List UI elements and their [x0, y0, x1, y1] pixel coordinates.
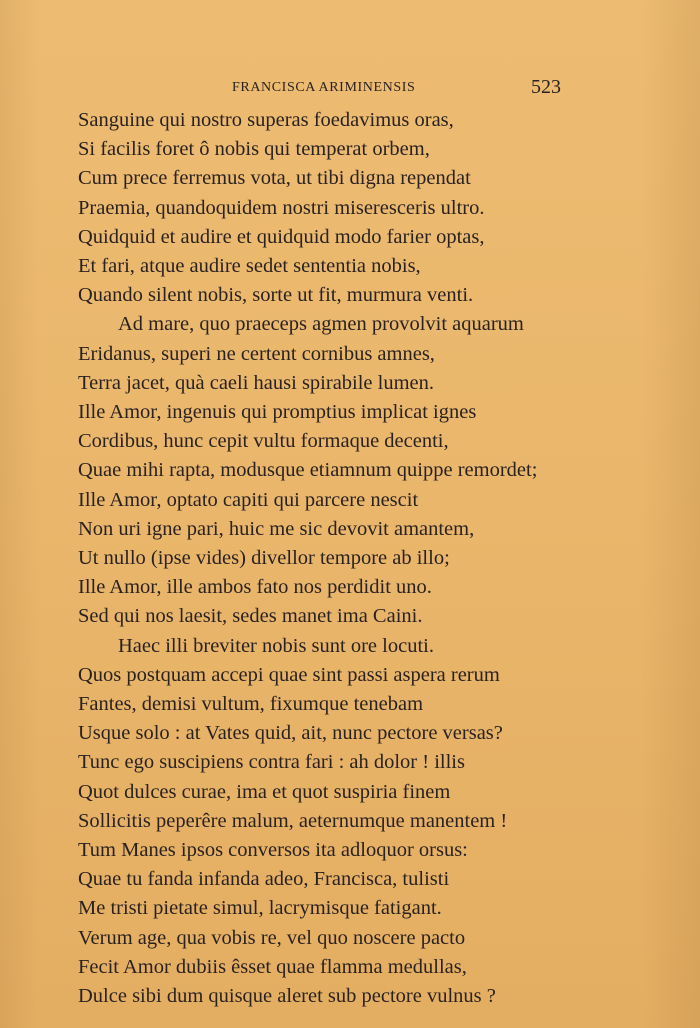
page-number: 523 — [531, 76, 561, 98]
verse-line: Cum prece ferremus vota, ut tibi digna rependat — [78, 167, 471, 190]
verse-line: Dulce sibi dum quisque aleret sub pectore vulnus ? — [78, 985, 496, 1007]
verse-line: Fecit Amor dubiis êsset quae flamma medullas, — [78, 955, 467, 978]
verse-line: Haec illi breviter nobis sunt ore locuti. — [118, 634, 434, 657]
running-title: FRANCISCA ARIMINENSIS — [232, 80, 416, 95]
verse-line: Sanguine qui nostro superas foedavimus oras, — [78, 109, 454, 131]
verse-line: Quae tu fanda infanda adeo, Francisca, tulisti — [78, 868, 450, 891]
verse-line: Cordibus, hunc cepit vultu formaque decenti, — [78, 430, 449, 453]
verse-line: Quando silent nobis, sorte ut fit, murmura venti. — [78, 284, 474, 307]
verse-line: Quidquid et audire et quidquid modo farier optas, — [78, 225, 485, 248]
verse-line: Quot dulces curae, ima et quot suspiria finem — [78, 780, 451, 803]
verse-line: Eridanus, superi ne certent cornibus amnes, — [78, 342, 435, 365]
verse-line: Ille Amor, optato capiti qui parcere nescit — [78, 488, 419, 511]
verse-line: Ille Amor, ingenuis qui promptius implicat ignes — [78, 401, 477, 423]
verse-line: Tunc ego suscipiens contra fari : ah dolor ! illis — [78, 751, 465, 774]
verse-line: Usque solo : at Vates quid, ait, nunc pectore versas? — [78, 722, 503, 745]
verse-line: Ut nullo (ipse vides) divellor tempore ab illo; — [78, 547, 450, 569]
page-header — [0, 76, 700, 100]
verse-line: Non uri igne pari, huic me sic devovit amantem, — [78, 517, 475, 540]
verse-line: Verum age, qua vobis re, vel quo noscere pacto — [78, 926, 466, 949]
verse-line: Ad mare, quo praeceps agmen provolvit aquarum — [118, 313, 524, 336]
verse-line: Terra jacet, quà caeli hausi spirabile lumen. — [78, 371, 435, 394]
verse-line: Sed qui nos laesit, sedes manet ima Caini. — [78, 605, 423, 628]
verse-line: Praemia, quandoquidem nostri miseresceris ultro. — [78, 196, 485, 219]
verse-line: Si facilis foret ô nobis qui temperat orbem, — [78, 138, 430, 161]
verse-line: Tum Manes ipsos conversos ita adloquor orsus: — [78, 839, 468, 861]
verse-line: Me tristi pietate simul, lacrymisque fatigant. — [78, 897, 442, 920]
verse-line: Et fari, atque audire sedet sententia nobis, — [78, 255, 421, 277]
verse-line: Sollicitis peperêre malum, aeternumque manentem ! — [78, 809, 508, 832]
verse-line: Ille Amor, ille ambos fato nos perdidit uno. — [78, 576, 432, 599]
verse-line: Quae mihi rapta, modusque etiamnum quippe remordet; — [78, 459, 538, 482]
verse-line: Fantes, demisi vultum, fixumque tenebam — [78, 693, 424, 715]
verse-line: Quos postquam accepi quae sint passi aspera rerum — [78, 663, 500, 686]
